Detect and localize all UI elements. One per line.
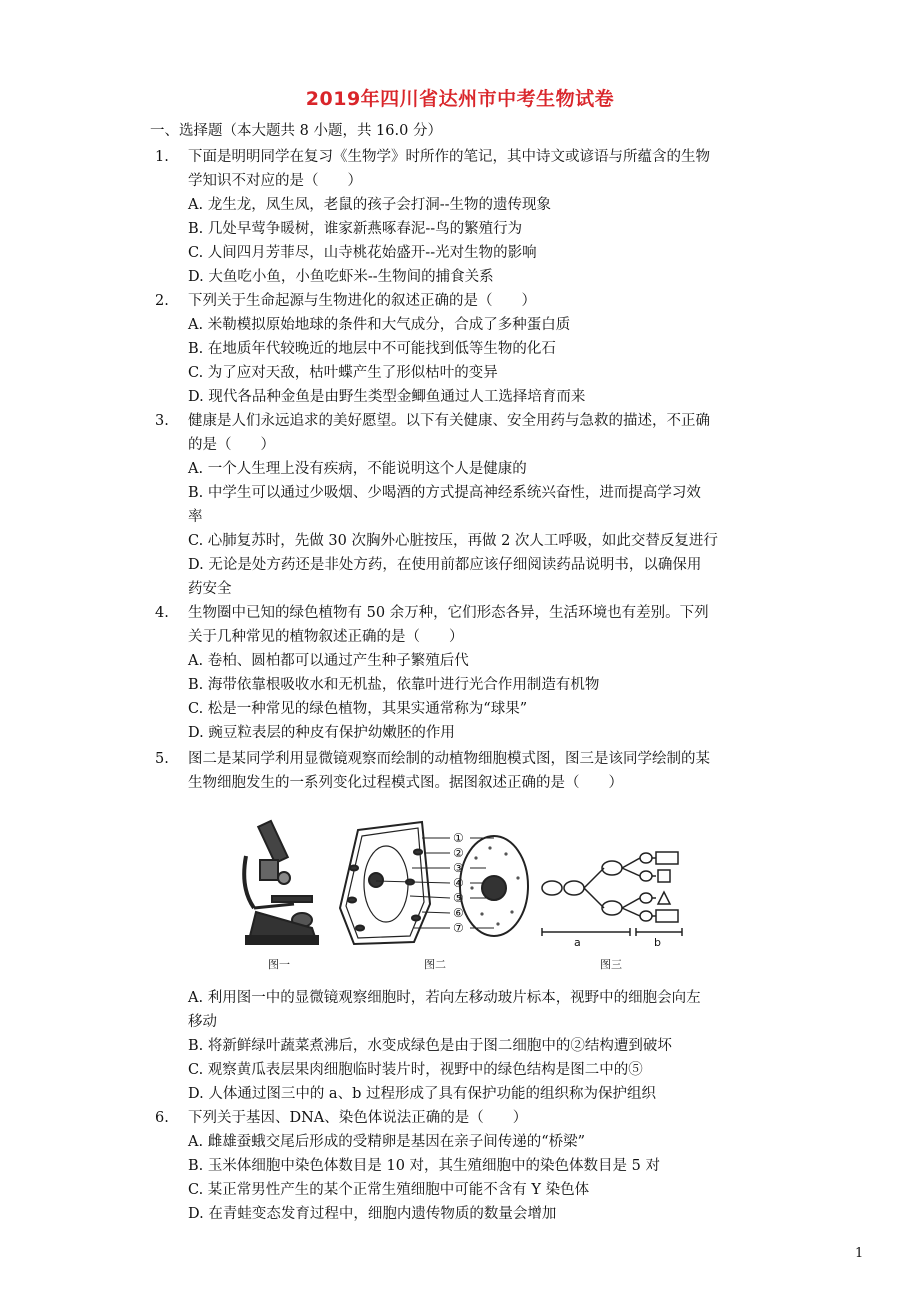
question-4-option-d: D. 豌豆粒表层的种皮有保护幼嫩胚的作用 (188, 725, 455, 741)
question-6-option-a: A. 雌雄蚕蛾交尾后形成的受精卵是基因在亲子间传递的“桥梁” (188, 1134, 586, 1150)
question-3-stem-line-2: 的是（ ） (188, 437, 275, 453)
question-6-option-b: B. 玉米体细胞中染色体数目是 10 对，其生殖细胞中的染色体数目是 5 对 (188, 1158, 660, 1174)
process-label-a: a (574, 936, 581, 949)
question-4-stem-line-1: 生物圈中已知的绿色植物有 50 余万种，它们形态各异，生活环境也有差别。下列 (188, 605, 709, 621)
section-heading: 一、选择题（本大题共 8 小题，共 16.0 分） (150, 123, 442, 139)
question-2-option-c: C. 为了应对天敌，枯叶蝶产生了形似枯叶的变异 (188, 365, 498, 381)
question-1-option-c: C. 人间四月芳菲尽，山寺桃花始盛开--光对生物的影响 (188, 245, 537, 261)
callout-7: ⑦ (453, 921, 464, 935)
question-3-option-a: A. 一个人生理上没有疾病，不能说明这个人是健康的 (188, 461, 527, 477)
question-3-stem-line-1: 健康是人们永远追求的美好愿望。以下有关健康、安全用药与急救的描述，不正确 (188, 413, 710, 429)
question-1-option-b: B. 几处早莺争暖树，谁家新燕啄春泥--鸟的繁殖行为 (188, 221, 523, 237)
question-2-option-d: D. 现代各品种金鱼是由野生类型金鲫鱼通过人工选择培育而来 (188, 389, 586, 405)
question-5-option-a-line-2: 移动 (188, 1014, 217, 1030)
question-4-number: 4. (155, 605, 169, 621)
question-5-option-d: D. 人体通过图三中的 a、b 过程形成了具有保护功能的组织称为保护组织 (188, 1086, 656, 1102)
question-1-number: 1. (155, 149, 169, 165)
question-6-number: 6. (155, 1110, 169, 1126)
callout-4: ④ (453, 876, 464, 890)
question-2-option-a: A. 米勒模拟原始地球的条件和大气成分，合成了多种蛋白质 (188, 317, 571, 333)
question-5-option-b: B. 将新鲜绿叶蔬菜煮沸后，水变成绿色是由于图二细胞中的②结构遭到破坏 (188, 1038, 672, 1054)
callout-6: ⑥ (453, 906, 464, 920)
page-number: 1 (855, 1246, 864, 1261)
callout-1: ① (453, 831, 464, 845)
question-1-stem-line-2: 学知识不对应的是（ ） (188, 173, 362, 189)
question-6-stem-line-1: 下列关于基因、DNA、染色体说法正确的是（ ） (188, 1110, 528, 1126)
question-5-figure (236, 808, 688, 976)
question-5-number: 5. (155, 751, 169, 767)
callout-2: ② (453, 846, 464, 860)
microscope-drawing (244, 821, 318, 944)
question-3-option-b-line-2: 率 (188, 509, 203, 525)
question-6-option-c: C. 某正常男性产生的某个正常生殖细胞中可能不含有 Y 染色体 (188, 1182, 590, 1198)
question-5-option-a-line-1: A. 利用图一中的显微镜观察细胞时，若向左移动玻片标本，视野中的细胞会向左 (188, 990, 701, 1006)
question-1-option-a: A. 龙生龙，凤生凤，老鼠的孩子会打洞--生物的遗传现象 (188, 197, 551, 213)
animal-cell-drawing (460, 836, 528, 936)
figure-label-2: 图二 (424, 958, 446, 971)
question-2-stem-line-1: 下列关于生命起源与生物进化的叙述正确的是（ ） (188, 293, 536, 309)
question-5-stem-line-1: 图二是某同学利用显微镜观察而绘制的动植物细胞模式图，图三是该同学绘制的某 (188, 751, 710, 767)
question-4-option-c: C. 松是一种常见的绿色植物，其果实通常称为“球果” (188, 701, 528, 717)
question-1-option-d: D. 大鱼吃小鱼，小鱼吃虾米--生物间的捕食关系 (188, 269, 494, 285)
question-4-option-a: A. 卷柏、圆柏都可以通过产生种子繁殖后代 (188, 653, 469, 669)
cell-figure-svg (236, 808, 688, 976)
question-3-option-c: C. 心肺复苏时，先做 30 次胸外心脏按压，再做 2 次人工呼吸，如此交替反复进行 (188, 533, 718, 549)
question-3-option-d-line-2: 药安全 (188, 581, 232, 597)
question-3-option-b-line-1: B. 中学生可以通过少吸烟、少喝酒的方式提高神经系统兴奋性，进而提高学习效 (188, 485, 701, 501)
question-2-number: 2. (155, 293, 169, 309)
process-label-b: b (654, 936, 661, 949)
question-5-stem-line-2: 生物细胞发生的一系列变化过程模式图。据图叙述正确的是（ ） (188, 775, 623, 791)
process-diagram (542, 852, 682, 936)
question-4-option-b: B. 海带依靠根吸收水和无机盐，依靠叶进行光合作用制造有机物 (188, 677, 600, 693)
callout-5: ⑤ (453, 891, 464, 905)
question-4-stem-line-2: 关于几种常见的植物叙述正确的是（ ） (188, 629, 464, 645)
question-5-option-c: C. 观察黄瓜表层果肉细胞临时装片时，视野中的绿色结构是图二中的⑤ (188, 1062, 643, 1078)
question-3-option-d-line-1: D. 无论是处方药还是非处方药，在使用前都应该仔细阅读药品说明书，以确保用 (188, 557, 702, 573)
question-3-number: 3. (155, 413, 169, 429)
question-6-option-d: D. 在青蛙变态发育过程中，细胞内遗传物质的数量会增加 (188, 1206, 557, 1222)
question-1-stem-line-1: 下面是明明同学在复习《生物学》时所作的笔记，其中诗文或谚语与所蕴含的生物 (188, 149, 710, 165)
page-title: 2019年四川省达州市中考生物试卷 (305, 88, 615, 110)
figure-label-3: 图三 (600, 958, 622, 971)
plant-cell-drawing (340, 822, 430, 944)
figure-label-1: 图一 (268, 958, 290, 971)
callout-3: ③ (453, 861, 464, 875)
question-2-option-b: B. 在地质年代较晚近的地层中不可能找到低等生物的化石 (188, 341, 556, 357)
